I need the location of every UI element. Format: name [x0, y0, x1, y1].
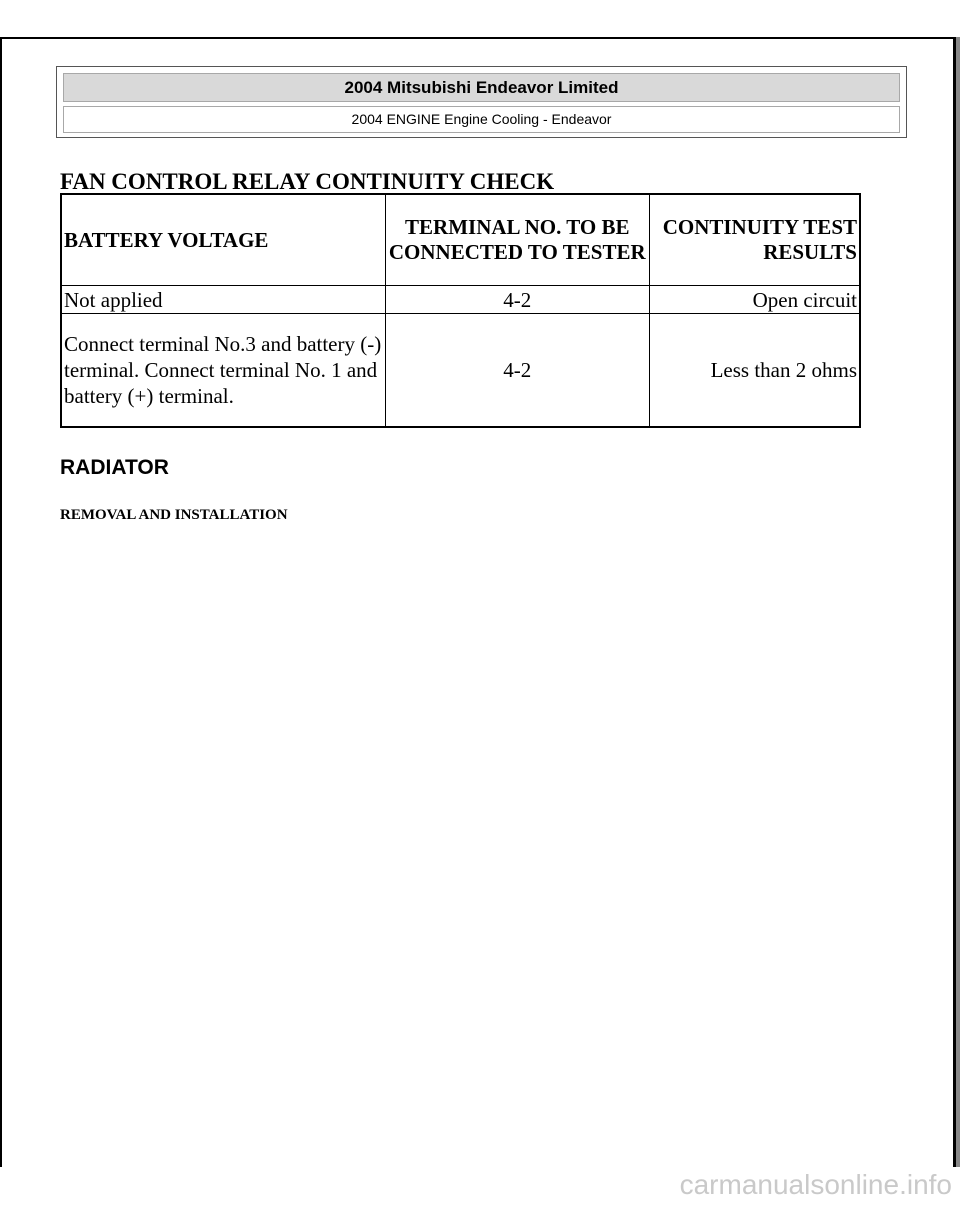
table-row — [61, 286, 860, 314]
cell-battery-voltage: Connect terminal No.3 and battery (-) terminal. Connect terminal No. 1 and battery (+) terminal. — [61, 314, 385, 428]
header-title: 2004 Mitsubishi Endeavor Limited — [63, 73, 900, 102]
document-header — [56, 66, 907, 138]
section-title: FAN CONTROL RELAY CONTINUITY CHECK — [60, 169, 555, 194]
cell-terminal-no: 4-2 — [385, 314, 649, 428]
cell-battery-voltage: Not applied — [61, 286, 385, 314]
header-subtitle: 2004 ENGINE Engine Cooling - Endeavor — [63, 106, 900, 133]
radiator-heading: RADIATOR — [60, 456, 169, 479]
continuity-check-table — [60, 193, 861, 428]
removal-installation-heading: REMOVAL AND INSTALLATION — [60, 507, 288, 523]
page-frame-top — [0, 37, 960, 39]
cell-test-result: Less than 2 ohms — [649, 314, 860, 428]
cell-terminal-no: 4-2 — [385, 286, 649, 314]
column-header-battery-voltage: BATTERY VOLTAGE — [61, 194, 385, 286]
table-row — [61, 314, 860, 428]
column-header-test-results: CONTINUITY TEST RESULTS — [649, 194, 860, 286]
site-watermark: carmanualsonline.info — [679, 1169, 952, 1200]
page-frame-left — [0, 37, 2, 1167]
column-header-terminal-no: TERMINAL NO. TO BE CONNECTED TO TESTER — [385, 194, 649, 286]
table-header-row — [61, 194, 860, 286]
cell-test-result: Open circuit — [649, 286, 860, 314]
page-frame-shadow — [956, 37, 960, 1167]
